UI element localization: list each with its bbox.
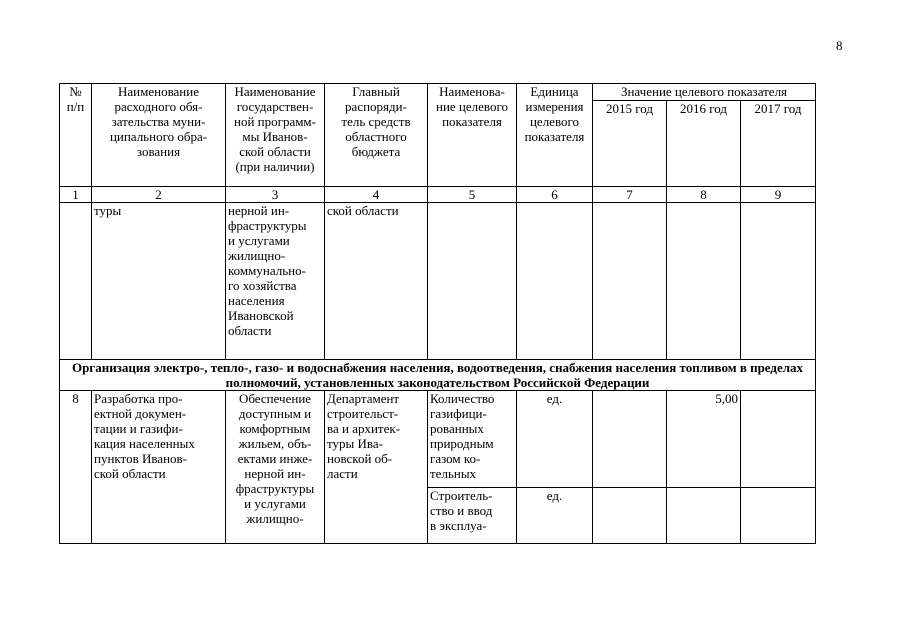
- cell: [667, 203, 741, 360]
- row8-unit-2: ед.: [517, 488, 593, 544]
- header-obligation: Наименование расходного обя- зательства муни- ципального обра- зования: [92, 84, 226, 187]
- row8-indicator-1: Количество газифици- рованных природным газом ко- тельных: [428, 391, 517, 488]
- col-number: 5: [428, 187, 517, 203]
- col-number: 4: [325, 187, 428, 203]
- col-number: 6: [517, 187, 593, 203]
- col-number: 3: [226, 187, 325, 203]
- row8-value-2017-2: [741, 488, 816, 544]
- col-number: 8: [667, 187, 741, 203]
- table-row-8: [60, 391, 816, 488]
- row8-obligation: Разработка про- ектной докумен- тации и газифи- кация населенных пунктов Иванов- ской области: [92, 391, 226, 544]
- section-row: [60, 360, 816, 391]
- cell: [60, 203, 92, 360]
- cont-program: нерной ин- фраструктуры и услугами жилищно- коммунально- го хозяйства населения Ивановской области: [226, 203, 325, 360]
- target-indicators-table: [59, 83, 816, 544]
- row8-value-2016-1: 5,00: [667, 391, 741, 488]
- row8-value-2015-2: [593, 488, 667, 544]
- col-number: 9: [741, 187, 816, 203]
- row8-value-2017-1: [741, 391, 816, 488]
- col-number: 7: [593, 187, 667, 203]
- cont-obligation: туры: [92, 203, 226, 360]
- row8-indicator-2: Строитель- ство и ввод в эксплуа-: [428, 488, 517, 544]
- header-administrator: Главный распоряди- тель средств областного бюджета: [325, 84, 428, 187]
- header-value-group: Значение целевого показателя: [593, 84, 816, 101]
- header-2017: 2017 год: [741, 101, 816, 187]
- col-number: 1: [60, 187, 92, 203]
- header-indicator: Наименова- ние целевого показателя: [428, 84, 517, 187]
- cell: [428, 203, 517, 360]
- cell: [741, 203, 816, 360]
- col-number: 2: [92, 187, 226, 203]
- header-unit: Единица измерения целевого показателя: [517, 84, 593, 187]
- row8-unit-1: ед.: [517, 391, 593, 488]
- cont-administrator: ской области: [325, 203, 428, 360]
- header-program: Наименование государствен- ной программ- мы Иванов- ской области (при наличии): [226, 84, 325, 187]
- row8-program: Обеспечение доступным и комфортным жильем, объ- ектами инже- нерной ин- фраструктуры и услугами жилищно-: [226, 391, 325, 544]
- header-num: № п/п: [60, 84, 92, 187]
- header-2016: 2016 год: [667, 101, 741, 187]
- section-title: Организация электро-, тепло-, газо- и водоснабжения населения, водоотведения, снабжения населения топливом в пределах полномочий, установленных законодательством Российской Федерации: [60, 360, 816, 391]
- row8-administrator: Департамент строительст- ва и архитек- туры Ива- новской об- ласти: [325, 391, 428, 544]
- page-number: 8: [836, 38, 843, 53]
- row8-value-2015-1: [593, 391, 667, 488]
- row8-value-2016-2: [667, 488, 741, 544]
- cell: [593, 203, 667, 360]
- table-row-continuation: [60, 203, 816, 360]
- row8-num: 8: [60, 391, 92, 544]
- cell: [517, 203, 593, 360]
- header-2015: 2015 год: [593, 101, 667, 187]
